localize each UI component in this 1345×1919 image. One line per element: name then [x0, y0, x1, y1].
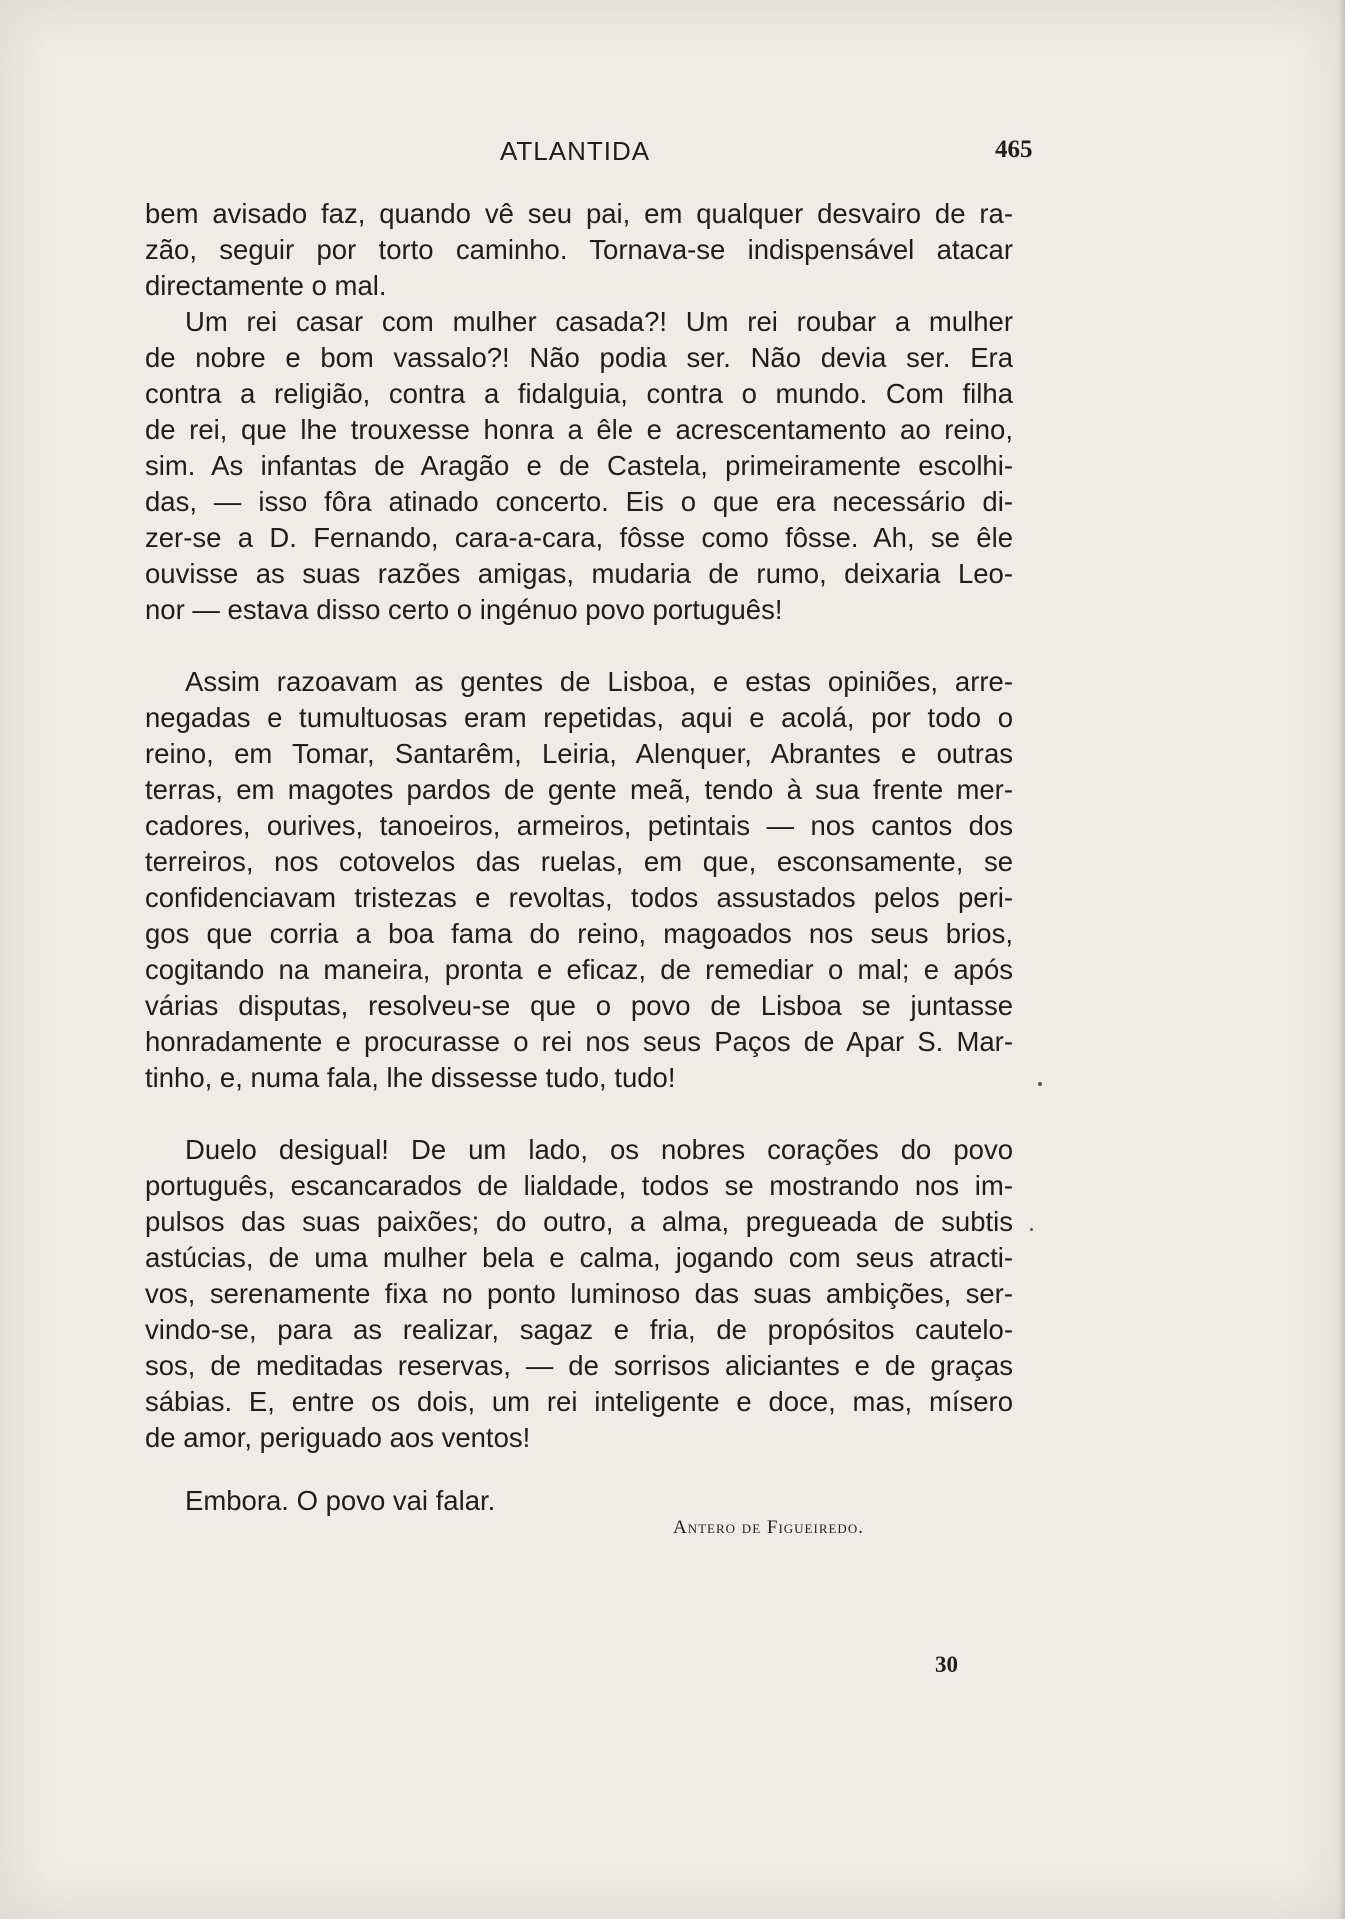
page-number: 465	[995, 136, 1033, 163]
running-header	[0, 136, 1345, 176]
print-speck	[1038, 1082, 1042, 1086]
paragraph	[145, 304, 1013, 628]
text-line: terras, em magotes pardos de gente meã, tendo à sua frente mer-	[145, 774, 1013, 805]
text-line: de rei, que lhe trouxesse honra a êle e acrescentamento ao reino,	[145, 414, 1013, 445]
text-line: das, — isso fôra atinado concerto. Eis o que era necessário di-	[145, 486, 1013, 517]
print-speck	[1030, 1228, 1033, 1231]
closing-line: Embora. O povo vai falar.	[185, 1485, 496, 1516]
text-line: vindo-se, para as realizar, sagaz e fria, de propósitos cautelo-	[145, 1314, 1013, 1345]
text-line: nor — estava disso certo o ingénuo povo português!	[145, 594, 783, 625]
paragraph-gap	[145, 628, 1013, 664]
text-line: Duelo desigual! De um lado, os nobres corações do povo	[185, 1134, 1013, 1165]
text-line: directamente o mal.	[145, 270, 387, 301]
text-line: contra a religião, contra a fidalguia, contra o mundo. Com filha	[145, 378, 1013, 409]
paragraph-gap	[145, 1096, 1013, 1132]
text-line: reino, em Tomar, Santarêm, Leiria, Alenquer, Abrantes e outras	[145, 738, 1013, 769]
page-edge-shadow	[1339, 0, 1345, 1919]
author-signature: Antero de Figueiredo.	[673, 1517, 864, 1538]
text-line: sábias. E, entre os dois, um rei inteligente e doce, mas, mísero	[145, 1386, 1013, 1417]
text-line: terreiros, nos cotovelos das ruelas, em que, esconsamente, se	[145, 846, 1013, 877]
signature-mark: 30	[935, 1652, 958, 1677]
body-text	[145, 196, 1013, 1456]
text-line: cadores, ourives, tanoeiros, armeiros, petintais — nos cantos dos	[145, 810, 1013, 841]
text-line: sim. As infantas de Aragão e de Castela, primeiramente escolhi-	[145, 450, 1013, 481]
text-line: astúcias, de uma mulher bela e calma, jogando com seus atracti-	[145, 1242, 1013, 1273]
paragraph	[145, 1132, 1013, 1456]
text-line: honradamente e procurasse o rei nos seus Paços de Apar S. Mar-	[145, 1026, 1013, 1057]
text-line: Assim razoavam as gentes de Lisboa, e estas opiniões, arre-	[185, 666, 1013, 697]
text-line: confidenciavam tristezas e revoltas, todos assustados pelos peri-	[145, 882, 1013, 913]
text-line: zer-se a D. Fernando, cara-a-cara, fôsse como fôsse. Ah, se êle	[145, 522, 1013, 553]
text-line: cogitando na maneira, pronta e eficaz, de remediar o mal; e após	[145, 954, 1013, 985]
text-line: tinho, e, numa fala, lhe dissesse tudo, tudo!	[145, 1062, 676, 1093]
text-line: vos, serenamente fixa no ponto luminoso das suas ambições, ser-	[145, 1278, 1013, 1309]
text-line: ouvisse as suas razões amigas, mudaria de rumo, deixaria Leo-	[145, 558, 1013, 589]
journal-title: ATLANTIDA	[500, 136, 651, 166]
paragraph	[145, 196, 1013, 304]
text-line: zão, seguir por torto caminho. Tornava-se indispensável atacar	[145, 234, 1013, 265]
text-line: sos, de meditadas reservas, — de sorrisos aliciantes e de graças	[145, 1350, 1013, 1381]
text-line: pulsos das suas paixões; do outro, a alma, pregueada de subtis	[145, 1206, 1013, 1237]
text-line: de nobre e bom vassalo?! Não podia ser. Não devia ser. Era	[145, 342, 1013, 373]
text-line: várias disputas, resolveu-se que o povo de Lisboa se juntasse	[145, 990, 1013, 1021]
text-line: Um rei casar com mulher casada?! Um rei roubar a mulher	[185, 306, 1013, 337]
paragraph	[145, 664, 1013, 1096]
text-line: português, escancarados de lialdade, todos se mostrando nos im-	[145, 1170, 1013, 1201]
text-line: bem avisado faz, quando vê seu pai, em qualquer desvairo de ra-	[145, 198, 1013, 229]
text-line: negadas e tumultuosas eram repetidas, aqui e acolá, por todo o	[145, 702, 1013, 733]
text-line: gos que corria a boa fama do reino, magoados nos seus brios,	[145, 918, 1013, 949]
text-line: de amor, periguado aos ventos!	[145, 1422, 531, 1453]
